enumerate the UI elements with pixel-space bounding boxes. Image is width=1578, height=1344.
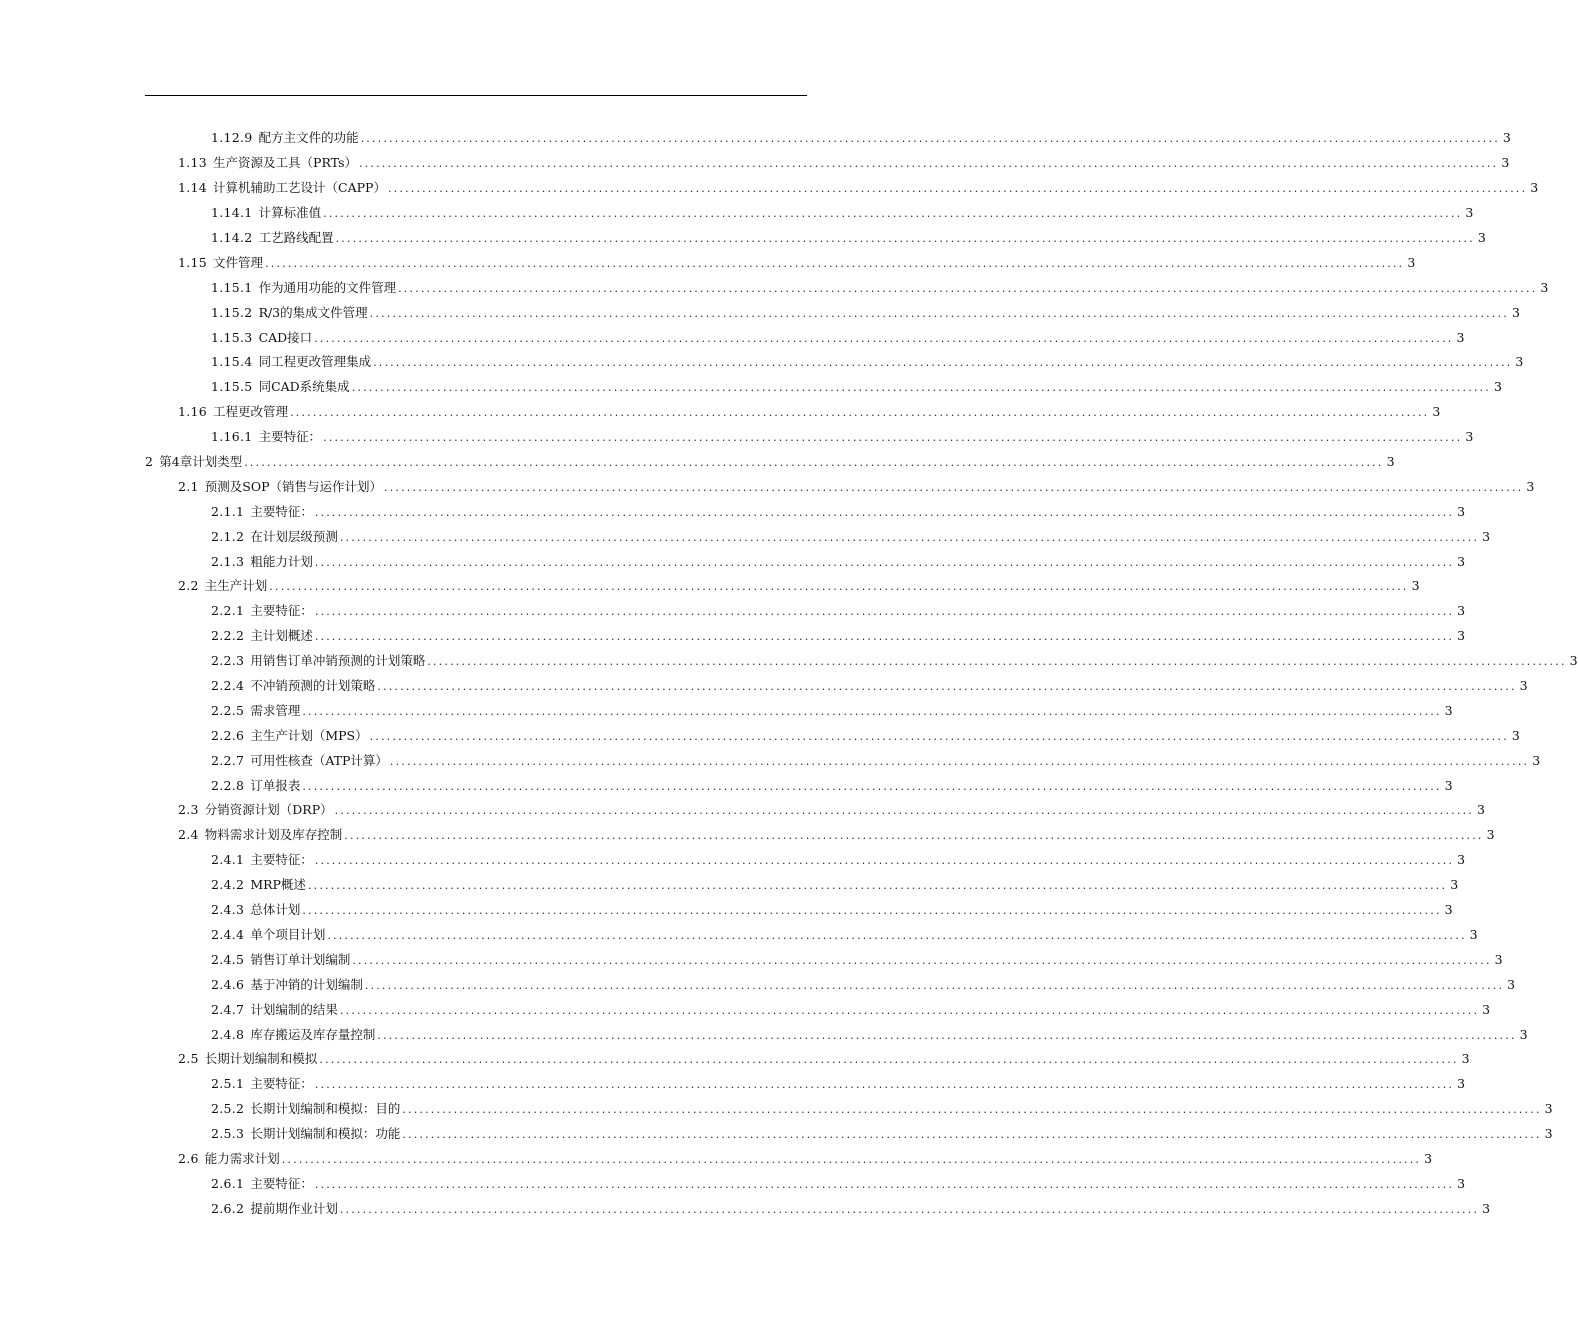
toc-entry-title: 主生产计划（MPS）: [250, 727, 368, 743]
toc-page-number: 3: [1461, 1051, 1470, 1067]
toc-entry-title: 销售订单计划编制: [250, 951, 351, 967]
toc-dot-leader: ........................................................................................................................................................................................................: [377, 1028, 1517, 1042]
toc-dot-leader: ........................................................................................................................................................................................................: [302, 779, 1442, 793]
toc-entry-title: 长期计划编制和模拟：目的: [250, 1101, 401, 1117]
toc-entry-title: 主要特征：: [250, 603, 313, 619]
toc-entry-title: 能力需求计划: [204, 1150, 280, 1166]
toc-entry-number: 2.4: [178, 827, 199, 843]
toc-entry[interactable]: [0, 524, 1491, 549]
toc-dot-leader: ........................................................................................................................................................................................................: [323, 431, 1463, 445]
toc-entry-number: 2.4.6: [211, 976, 245, 992]
toc-dot-leader: ........................................................................................................................................................................................................: [327, 928, 1467, 942]
toc-page-number: 3: [1486, 827, 1495, 843]
toc-page-number: 3: [1530, 180, 1539, 196]
toc-page-number: 3: [1482, 1200, 1491, 1216]
toc-page-number: 3: [1494, 379, 1502, 395]
toc-dot-leader: ........................................................................................................................................................................................................: [281, 1152, 1422, 1166]
toc-entry-number: 2.2.8: [211, 777, 245, 793]
toc-page-number: 3: [1507, 976, 1516, 992]
toc-entry[interactable]: [0, 176, 1539, 201]
toc-entry-number: 2.5.2: [211, 1101, 245, 1117]
toc-entry-number: 1.15.5: [211, 379, 253, 395]
toc-dot-leader: ........................................................................................................................................................................................................: [369, 729, 1509, 743]
toc-entry-number: 2.1.3: [211, 553, 245, 569]
toc-entry-number: 1.12.9: [211, 130, 253, 146]
toc-entry-title: 生产资源及工具（PRTs）: [213, 155, 357, 171]
toc-entry[interactable]: [0, 1196, 1491, 1221]
toc-dot-leader: ........................................................................................................................................................................................................: [344, 829, 1484, 843]
toc-entry-number: 2.6: [178, 1150, 199, 1166]
toc-entry-number: 2.2.1: [211, 603, 245, 619]
toc-dot-leader: ........................................................................................................................................................................................................: [398, 281, 1538, 295]
toc-page-number: 3: [1386, 454, 1395, 470]
toc-dot-leader: ........................................................................................................................................................................................................: [351, 381, 1492, 395]
toc-entry-number: 1.15.2: [211, 304, 253, 320]
toc-dot-leader: ........................................................................................................................................................................................................: [339, 1202, 1480, 1216]
toc-entry[interactable]: [0, 300, 1520, 325]
toc-entry-number: 2.2.3: [211, 653, 245, 669]
toc-entry[interactable]: [0, 1171, 1466, 1196]
toc-entry-title: 文件管理: [213, 254, 264, 270]
toc-page-number: 3: [1482, 1001, 1491, 1017]
toc-page-number: 3: [1457, 603, 1466, 619]
toc-page-number: 3: [1411, 578, 1420, 594]
toc-entry[interactable]: [0, 375, 1502, 400]
table-of-contents: [0, 126, 1578, 1221]
toc-page-number: 3: [1526, 478, 1535, 494]
toc-entry-title: R/3的集成文件管理: [258, 304, 368, 320]
toc-entry-number: 2.6.1: [211, 1175, 245, 1191]
toc-entry[interactable]: [0, 226, 1486, 251]
toc-entry[interactable]: [0, 250, 1416, 275]
toc-dot-leader: ........................................................................................................................................................................................................: [269, 580, 1409, 594]
toc-dot-leader: ........................................................................................................................................................................................................: [314, 555, 1455, 569]
toc-entry-title: 主生产计划: [204, 578, 268, 594]
toc-entry[interactable]: [0, 1097, 1553, 1122]
toc-entry-title: 提前期作业计划: [250, 1200, 338, 1216]
toc-entry-title: 主要特征：: [250, 503, 313, 519]
toc-entry-number: 2.2.5: [211, 702, 245, 718]
toc-dot-leader: ........................................................................................................................................................................................................: [314, 505, 1455, 519]
toc-entry-number: 2.6.2: [211, 1200, 245, 1216]
toc-entry[interactable]: [0, 549, 1466, 574]
toc-entry-number: 2.4.5: [211, 951, 245, 967]
header-rule: [145, 95, 807, 96]
toc-entry[interactable]: [0, 873, 1459, 898]
toc-entry-number: 1.13: [178, 155, 208, 171]
toc-page-number: 3: [1432, 404, 1441, 420]
toc-entry-title: 长期计划编制和模拟: [204, 1051, 318, 1067]
toc-dot-leader: ........................................................................................................................................................................................................: [265, 256, 1405, 270]
toc-entry[interactable]: [0, 798, 1485, 823]
toc-entry-title: 物料需求计划及库存控制: [204, 827, 343, 843]
toc-entry[interactable]: [0, 126, 1511, 151]
toc-entry-number: 2.1.1: [211, 503, 245, 519]
toc-entry[interactable]: [0, 1047, 1470, 1072]
toc-page-number: 3: [1494, 951, 1503, 967]
toc-entry-title: 计算标准值: [258, 205, 322, 221]
toc-dot-leader: ........................................................................................................................................................................................................: [377, 680, 1517, 694]
toc-entry[interactable]: [0, 275, 1549, 300]
toc-entry-number: 1.14.1: [211, 205, 253, 221]
toc-dot-leader: ........................................................................................................................................................................................................: [314, 630, 1455, 644]
toc-page-number: 3: [1511, 727, 1520, 743]
toc-entry-title: 计划编制的结果: [250, 1001, 338, 1017]
toc-dot-leader: ........................................................................................................................................................................................................: [384, 480, 1524, 494]
toc-dot-leader: ........................................................................................................................................................................................................: [314, 1078, 1455, 1092]
toc-page-number: 3: [1444, 777, 1453, 793]
toc-entry-number: 2.5: [178, 1051, 199, 1067]
toc-entry-title: 工程更改管理: [213, 404, 289, 420]
toc-page-number: 3: [1407, 254, 1416, 270]
toc-entry-number: 2.2: [178, 578, 199, 594]
toc-entry[interactable]: [0, 450, 1395, 475]
toc-entry-title: 同CAD系统集成: [258, 379, 350, 395]
toc-entry-number: 2.4.1: [211, 852, 245, 868]
toc-dot-leader: ........................................................................................................................................................................................................: [307, 879, 1448, 893]
toc-dot-leader: ........................................................................................................................................................................................................: [314, 854, 1455, 868]
toc-entry-title: 同工程更改管理集成: [258, 354, 372, 370]
toc-page-number: 3: [1477, 230, 1486, 245]
toc-entry-title: 预测及SOP（销售与运作计划）: [204, 478, 383, 494]
toc-entry-title: 作为通用功能的文件管理: [258, 279, 397, 295]
toc-page-number: 3: [1444, 702, 1453, 718]
toc-entry[interactable]: [0, 474, 1535, 499]
toc-entry-title: 粗能力计划: [250, 553, 313, 569]
toc-entry-title: 需求管理: [250, 702, 301, 718]
toc-page-number: 3: [1456, 329, 1465, 345]
toc-entry[interactable]: [0, 1072, 1466, 1097]
toc-dot-leader: ........................................................................................................................................................................................................: [387, 182, 1528, 196]
toc-page-number: 3: [1519, 1026, 1528, 1042]
toc-page-number: 3: [1540, 279, 1549, 295]
toc-entry-number: 1.16: [178, 404, 208, 420]
toc-entry-title: 库存搬运及库存量控制: [250, 1026, 376, 1042]
toc-entry[interactable]: [0, 201, 1474, 226]
toc-entry[interactable]: [0, 898, 1453, 923]
toc-entry-number: 2.2.7: [211, 752, 245, 768]
toc-dot-leader: ........................................................................................................................................................................................................: [314, 1177, 1455, 1191]
toc-entry-number: 1.15.3: [211, 329, 253, 345]
toc-entry[interactable]: [0, 151, 1510, 176]
toc-entry[interactable]: [0, 947, 1503, 972]
toc-entry[interactable]: [0, 698, 1453, 723]
toc-dot-leader: ........................................................................................................................................................................................................: [369, 306, 1509, 320]
toc-entry-number: 2.5.1: [211, 1076, 245, 1092]
toc-entry[interactable]: [0, 997, 1491, 1022]
toc-page-number: 3: [1519, 678, 1528, 694]
toc-page-number: 3: [1457, 1175, 1466, 1191]
toc-page-number: 3: [1544, 1126, 1553, 1142]
toc-entry[interactable]: [0, 649, 1578, 674]
toc-entry-number: 1.14.2: [211, 230, 253, 245]
toc-entry-number: 2.4.8: [211, 1026, 245, 1042]
toc-entry-title: 第4章计划类型: [159, 454, 243, 470]
toc-entry-number: 2.4.4: [211, 926, 245, 942]
toc-page-number: 3: [1502, 130, 1511, 146]
toc-entry-number: 1.14: [178, 180, 208, 196]
toc-entry[interactable]: [0, 574, 1420, 599]
toc-page-number: 3: [1465, 205, 1474, 221]
toc-entry-title: 主要特征：: [250, 1076, 313, 1092]
toc-dot-leader: ........................................................................................................................................................................................................: [402, 1128, 1542, 1142]
toc-entry[interactable]: [0, 748, 1541, 773]
toc-dot-leader: ........................................................................................................................................................................................................: [360, 132, 1500, 146]
toc-entry-title: 主要特征：: [250, 852, 313, 868]
toc-entry-title: 可用性核查（ATP计算）: [250, 752, 388, 768]
toc-entry-title: 总体计划: [250, 902, 301, 918]
toc-entry-title: 分销资源计划（DRP）: [204, 802, 333, 818]
toc-dot-leader: ........................................................................................................................................................................................................: [373, 356, 1513, 370]
toc-entry-number: 2.4.7: [211, 1001, 245, 1017]
toc-entry[interactable]: [0, 499, 1466, 524]
toc-entry-title: MRP概述: [250, 877, 306, 893]
toc-entry-number: 2.3: [178, 802, 199, 818]
toc-dot-leader: ........................................................................................................................................................................................................: [314, 605, 1455, 619]
toc-dot-leader: ........................................................................................................................................................................................................: [359, 157, 1499, 171]
toc-dot-leader: ........................................................................................................................................................................................................: [244, 456, 1384, 470]
toc-entry-title: 计算机辅助工艺设计（CAPP）: [213, 180, 386, 196]
toc-entry[interactable]: [0, 400, 1441, 425]
toc-dot-leader: ........................................................................................................................................................................................................: [339, 530, 1480, 544]
toc-dot-leader: ........................................................................................................................................................................................................: [402, 1103, 1542, 1117]
toc-dot-leader: ........................................................................................................................................................................................................: [314, 331, 1454, 345]
toc-page-number: 3: [1457, 628, 1466, 644]
toc-entry-number: 1.15: [178, 254, 208, 270]
toc-entry-title: 不冲销预测的计划策略: [250, 678, 376, 694]
toc-entry[interactable]: [0, 1147, 1433, 1172]
toc-entry[interactable]: [0, 624, 1466, 649]
toc-entry-number: 2.5.3: [211, 1126, 245, 1142]
toc-page-number: 3: [1457, 503, 1466, 519]
toc-dot-leader: ........................................................................................................................................................................................................: [319, 1053, 1459, 1067]
toc-entry[interactable]: [0, 848, 1466, 873]
toc-entry-title: 订单报表: [250, 777, 301, 793]
toc-entry-number: 2: [145, 454, 154, 470]
toc-entry-title: 基于冲销的计划编制: [250, 976, 363, 992]
toc-dot-leader: ........................................................................................................................................................................................................: [427, 655, 1567, 669]
toc-entry-title: 用销售订单冲销预测的计划策略: [250, 653, 426, 669]
toc-entry[interactable]: [0, 1022, 1528, 1047]
toc-dot-leader: ........................................................................................................................................................................................................: [334, 804, 1474, 818]
toc-dot-leader: ........................................................................................................................................................................................................: [302, 704, 1442, 718]
toc-dot-leader: ........................................................................................................................................................................................................: [302, 904, 1442, 918]
toc-dot-leader: ........................................................................................................................................................................................................: [339, 1003, 1480, 1017]
toc-page-number: 3: [1450, 877, 1459, 893]
toc-page-number: 3: [1532, 752, 1541, 768]
toc-entry-title: 工艺路线配置: [258, 230, 334, 245]
toc-page-number: 3: [1544, 1101, 1553, 1117]
toc-page-number: 3: [1476, 802, 1485, 818]
toc-page-number: 3: [1569, 653, 1578, 669]
toc-entry[interactable]: [0, 923, 1478, 948]
toc-entry[interactable]: [0, 823, 1495, 848]
toc-entry[interactable]: [0, 773, 1453, 798]
toc-dot-leader: ........................................................................................................................................................................................................: [389, 754, 1530, 768]
toc-entry-title: 长期计划编制和模拟：功能: [250, 1126, 401, 1142]
toc-entry-title: 单个项目计划: [250, 926, 326, 942]
toc-dot-leader: ........................................................................................................................................................................................................: [364, 978, 1505, 992]
toc-entry-number: 2.4.2: [211, 877, 245, 893]
toc-dot-leader: ........................................................................................................................................................................................................: [290, 406, 1430, 420]
toc-entry[interactable]: [0, 425, 1474, 450]
toc-page-number: 3: [1457, 1076, 1466, 1092]
toc-entry-title: 主要特征：: [250, 1175, 313, 1191]
toc-entry-title: 主要特征：: [258, 429, 322, 445]
toc-page-number: 3: [1515, 354, 1524, 370]
toc-entry-number: 1.15.1: [211, 279, 253, 295]
toc-entry-title: 配方主文件的功能: [258, 130, 359, 146]
toc-entry-number: 2.1: [178, 478, 199, 494]
toc-entry[interactable]: [0, 723, 1520, 748]
toc-page-number: 3: [1444, 902, 1453, 918]
toc-entry[interactable]: [0, 972, 1516, 997]
toc-dot-leader: ........................................................................................................................................................................................................: [352, 953, 1492, 967]
toc-entry[interactable]: [0, 1122, 1553, 1147]
toc-entry[interactable]: [0, 350, 1524, 375]
toc-entry[interactable]: [0, 674, 1528, 699]
toc-entry-number: 2.2.6: [211, 727, 245, 743]
toc-entry-number: 2.1.2: [211, 528, 245, 544]
toc-page-number: 3: [1482, 528, 1491, 544]
toc-page-number: 3: [1465, 429, 1474, 445]
toc-entry-number: 1.15.4: [211, 354, 253, 370]
toc-dot-leader: ........................................................................................................................................................................................................: [335, 232, 1475, 245]
toc-entry[interactable]: [0, 325, 1465, 350]
toc-page-number: 3: [1469, 926, 1478, 942]
toc-page-number: 3: [1457, 852, 1466, 868]
toc-entry-number: 2.2.2: [211, 628, 245, 644]
toc-entry-title: 主计划概述: [250, 628, 313, 644]
toc-entry-number: 1.16.1: [211, 429, 253, 445]
toc-entry-number: 2.2.4: [211, 678, 245, 694]
toc-entry-title: CAD接口: [258, 329, 313, 345]
toc-page-number: 3: [1501, 155, 1510, 171]
toc-dot-leader: ........................................................................................................................................................................................................: [323, 207, 1463, 221]
toc-page-number: 3: [1457, 553, 1466, 569]
toc-page-number: 3: [1424, 1150, 1433, 1166]
toc-entry-number: 2.4.3: [211, 902, 245, 918]
toc-entry-title: 在计划层级预测: [250, 528, 338, 544]
toc-entry[interactable]: [0, 599, 1466, 624]
toc-page-number: 3: [1511, 304, 1520, 320]
